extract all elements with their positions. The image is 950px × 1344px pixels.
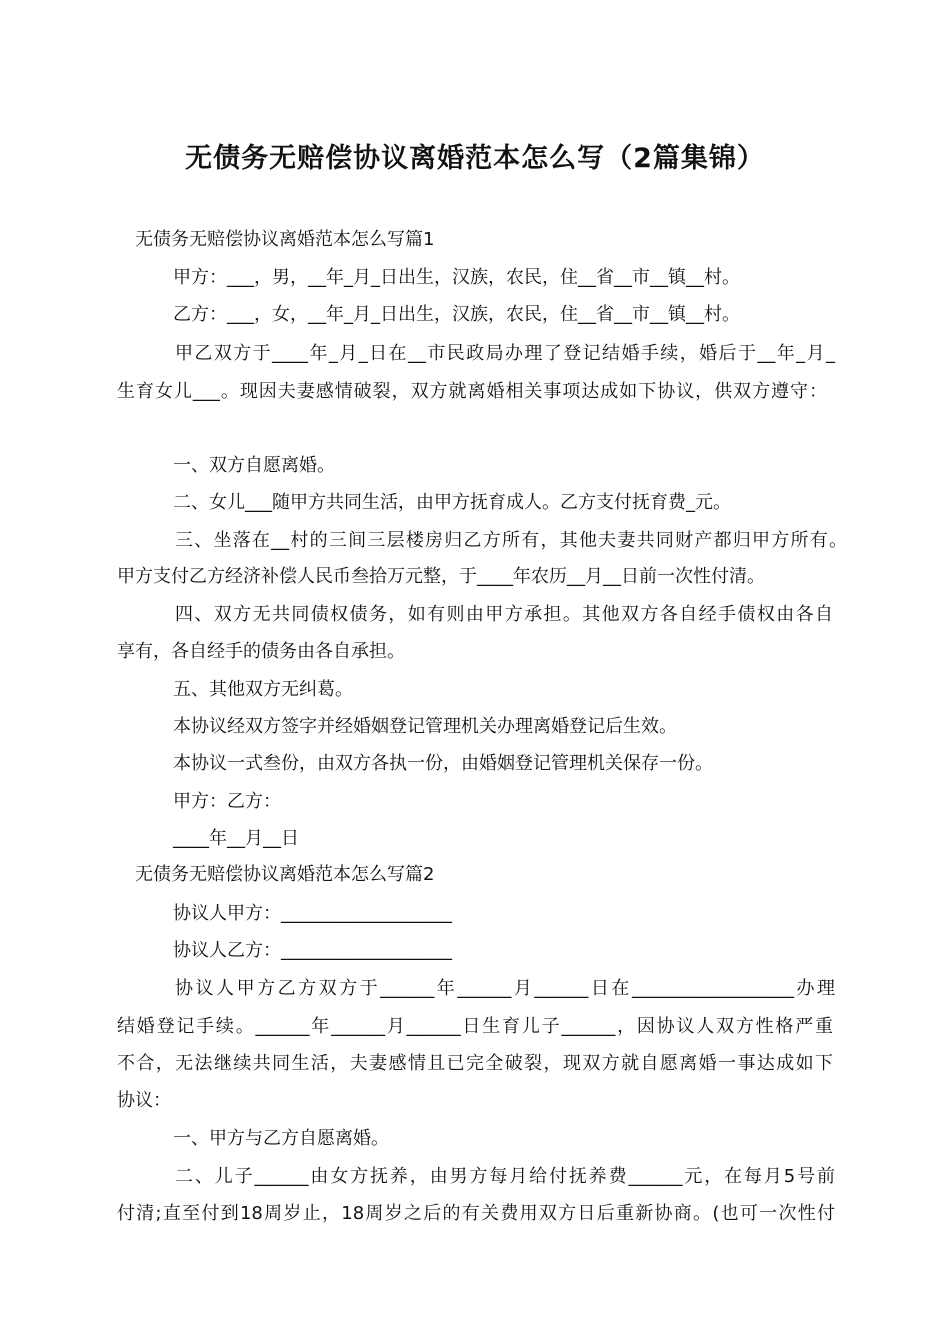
- clause-line: 二、儿子______由女方抚养，由男方每月给付抚养费______元，在每月5号前: [175, 1166, 835, 1187]
- clause-line: 本协议经双方签字并经婚姻登记管理机关办理离婚登记后生效。: [173, 716, 677, 737]
- paragraph-line: 协议人甲方乙方双方于______年______月______日在__________________办理: [175, 978, 835, 999]
- clause-line: 一、双方自愿离婚。: [173, 455, 335, 476]
- clause-line: 一、甲方与乙方自愿离婚。: [173, 1128, 389, 1149]
- paragraph-line: 结婚登记手续。______年______月______日生育儿子______，因协议人双方性格严重: [117, 1016, 833, 1037]
- clause-line: 二、女儿___随甲方共同生活，由甲方抚育成人。乙方支付抚育费_元。: [173, 492, 731, 513]
- clause-line: 本协议一式叁份，由双方各执一份，由婚姻登记管理机关保存一份。: [173, 753, 713, 774]
- paragraph-line: 协议：: [117, 1090, 171, 1111]
- paragraph-line: 不合，无法继续共同生活，夫妻感情且已完全破裂，现双方就自愿离婚一事达成如下: [117, 1053, 833, 1074]
- party-b-line: 乙方：___，女，__年_月_日出生，汉族，农民，住__省__市__镇__村。: [173, 304, 740, 325]
- date-line: ____年__月__日: [173, 828, 299, 849]
- document-title: 无债务无赔偿协议离婚范本怎么写（2篇集锦）: [185, 143, 765, 174]
- clause-line: 三、坐落在__村的三间三层楼房归乙方所有，其他夫妻共同财产都归甲方所有。: [175, 530, 847, 551]
- paragraph-line: 生育女儿___。现因夫妻感情破裂，双方就离婚相关事项达成如下协议，供双方遵守：: [117, 381, 827, 402]
- clause-line: 五、其他双方无纠葛。: [173, 679, 353, 700]
- clause-line: 享有，各自经手的债务由各自承担。: [117, 641, 405, 662]
- clause-line: 甲方支付乙方经济补偿人民币叁拾万元整，于____年农历__月__日前一次性付清。: [117, 566, 765, 587]
- clause-line: 四、双方无共同债权债务，如有则由甲方承担。其他双方各自经手债权由各自: [175, 604, 833, 625]
- party-a-line: 协议人甲方：___________________: [173, 903, 452, 924]
- paragraph-line: 甲乙双方于____年_月_日在__市民政局办理了登记结婚手续，婚后于__年_月_: [175, 343, 835, 364]
- section-heading-2: 无债务无赔偿协议离婚范本怎么写篇2: [135, 864, 435, 885]
- party-b-line: 协议人乙方：___________________: [173, 940, 452, 961]
- section-heading-1: 无债务无赔偿协议离婚范本怎么写篇1: [135, 229, 435, 250]
- party-a-line: 甲方：___，男，__年_月_日出生，汉族，农民，住__省__市__镇__村。: [173, 267, 740, 288]
- clause-line: 付清;直至付到18周岁止，18周岁之后的有关费用双方日后重新协商。(也可一次性付: [117, 1203, 835, 1224]
- signature-line: 甲方：乙方：: [173, 791, 281, 812]
